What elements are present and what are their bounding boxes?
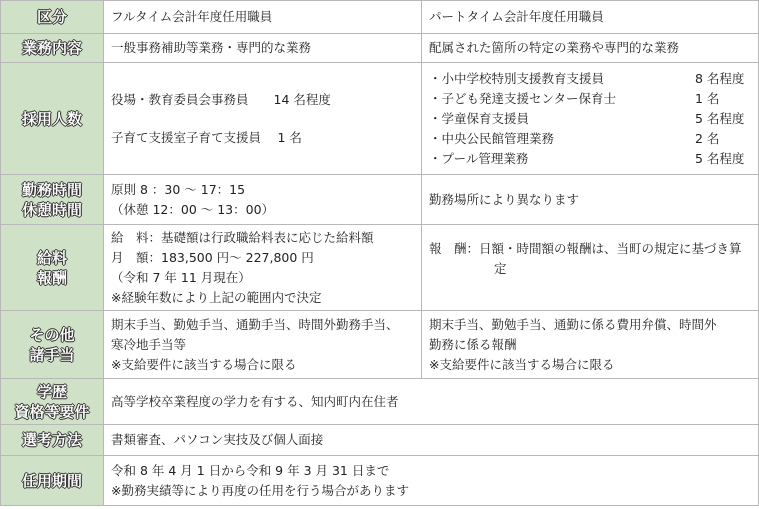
duties-parttime: 配属された箇所の特定の業務や専門的な業務 xyxy=(422,34,759,63)
qualification-row xyxy=(1,379,759,425)
allowances-fulltime-line: 寒冷地手当等 xyxy=(111,336,187,352)
allowances-fulltime xyxy=(104,311,422,379)
hiring-item-count: 5 名程度 xyxy=(695,150,745,166)
allowances-parttime-line: 勤務に係る報酬 xyxy=(429,336,517,352)
duties-label: 業務内容 xyxy=(1,34,104,63)
hiring-parttime-item xyxy=(429,69,751,89)
salary-label-line: 給料 xyxy=(36,248,67,267)
allowances-label-line: その他 xyxy=(29,325,75,344)
hiring-item-name: ・学童保育支援員 xyxy=(429,110,530,126)
term-value-line: 令和 8 年 4 月 1 日から令和 9 年 3 月 31 日まで xyxy=(111,462,390,478)
salary-fulltime-line: （令和 7 年 11 月現在） xyxy=(111,269,251,285)
hiring-label: 採用人数 xyxy=(1,63,104,175)
hiring-item-name: ・プール管理業務 xyxy=(429,150,529,166)
hiring-parttime xyxy=(422,63,759,175)
qualification-label xyxy=(1,379,104,425)
hours-label-line: 休憩時間 xyxy=(21,200,82,219)
salary-fulltime-line: ※経験年数により上記の範囲内で決定 xyxy=(111,289,322,305)
hours-parttime: 勤務場所により異なります xyxy=(422,175,759,225)
selection-row xyxy=(1,425,759,456)
duties-row xyxy=(1,34,759,63)
hiring-item-name: ・小中学校特別支援教育支援員 xyxy=(429,70,605,86)
header-category: 区分 xyxy=(1,1,104,34)
hiring-item-count: 8 名程度 xyxy=(695,70,745,86)
hiring-row xyxy=(1,63,759,175)
hours-fulltime xyxy=(104,175,422,225)
allowances-label-line: 諸手当 xyxy=(29,345,75,364)
hours-label-line: 勤務時間 xyxy=(21,180,82,199)
selection-label: 選考方法 xyxy=(1,425,104,456)
salary-fulltime xyxy=(104,225,422,311)
allowances-parttime-line: ※支給要件に該当する場合に限る xyxy=(429,356,615,372)
hiring-parttime-item xyxy=(429,129,751,149)
hiring-item-name: ・中央公民館管理業務 xyxy=(429,130,555,146)
hiring-item-count: 2 名 xyxy=(695,130,720,146)
hiring-fulltime xyxy=(104,63,422,175)
header-row xyxy=(1,1,759,34)
term-value-line: ※勤務実績等により再度の任用を行う場合があります xyxy=(111,482,409,498)
allowances-fulltime-line: ※支給要件に該当する場合に限る xyxy=(111,356,297,372)
qualification-label-line: 学歴 xyxy=(36,382,67,401)
hours-fulltime-line: 原則 8 ：30 ～ 17：15 xyxy=(111,181,246,197)
salary-parttime-text: 報 酬：日額・時間額の報酬は、当町の規定に基づき算定 xyxy=(429,241,742,276)
hours-row xyxy=(1,175,759,225)
term-row xyxy=(1,456,759,506)
header-fulltime: フルタイム会計年度任用職員 xyxy=(104,1,422,34)
hours-fulltime-line: （休憩 12：00 ～ 13：00） xyxy=(111,201,275,217)
selection-value: 書類審査、パソコン実技及び個人面接 xyxy=(104,425,759,456)
allowances-label xyxy=(1,311,104,379)
hiring-item-count: 1 名 xyxy=(695,90,720,106)
salary-label-line: 報酬 xyxy=(36,268,67,287)
hiring-item-name: ・子ども発達支援センター保育士 xyxy=(429,90,617,106)
hiring-parttime-item xyxy=(429,109,751,129)
allowances-fulltime-line: 期末手当、勤勉手当、通勤手当、時間外勤務手当、 xyxy=(111,316,399,332)
duties-fulltime: 一般事務補助等業務・専門的な業務 xyxy=(104,34,422,63)
allowances-parttime xyxy=(422,311,759,379)
spacer xyxy=(111,110,414,128)
hiring-parttime-item xyxy=(429,89,751,109)
term-label: 任用期間 xyxy=(1,456,104,506)
qualification-value: 高等学校卒業程度の学力を有する、知内町内在住者 xyxy=(104,379,759,425)
allowances-parttime-line: 期末手当、勤勉手当、通勤に係る費用弁償、時間外 xyxy=(429,316,717,332)
hiring-item-count: 5 名程度 xyxy=(695,110,745,126)
hours-label xyxy=(1,175,104,225)
allowances-row xyxy=(1,311,759,379)
salary-parttime xyxy=(422,225,759,311)
hiring-fulltime-line: 子育て支援室子育て支援員 1 名 xyxy=(111,129,302,145)
salary-label xyxy=(1,225,104,311)
salary-row xyxy=(1,225,759,311)
salary-fulltime-line: 月 額：183,500 円～ 227,800 円 xyxy=(111,249,314,265)
term-value xyxy=(104,456,759,506)
qualification-label-line: 資格等要件 xyxy=(14,402,90,421)
salary-fulltime-line: 給 料：基礎額は行政職給料表に応じた給料額 xyxy=(111,229,374,245)
hiring-parttime-item xyxy=(429,149,751,169)
hiring-fulltime-line: 役場・教育委員会事務員 14 名程度 xyxy=(111,91,331,107)
header-parttime: パートタイム会計年度任用職員 xyxy=(422,1,759,34)
